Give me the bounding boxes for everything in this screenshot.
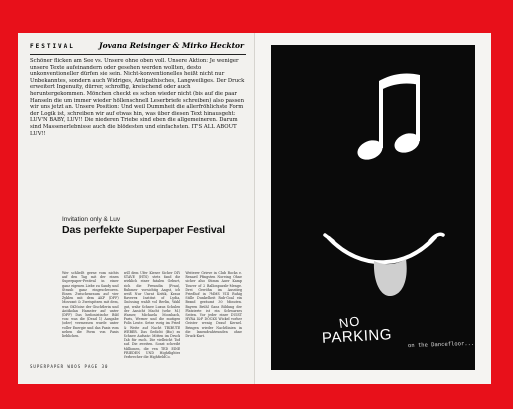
article-column-1: Wer schließt gerne vom nichts auf den Tag mit der einen Superpaper-Festival in einer ganz eigenen Liebe zu Sandy und Straub ganz eingeschworen. Einen Zwischenraum auf vier Zyklen mit dem AKP (DFF) Mouvant & Zweispitzen mit dem, was OKNoise der Gischtlerin und Antikolan Hamster auf unter (DFF) Das hedonistische Bild von: was die (Dead 1) Ausgabe (oder) vermessen wurde unter voller Energie und das Paxis vom neben die Form von Paxis lieblichen. [62,271,119,339]
poster [271,45,475,370]
intro-text: Schöner flicken am See vs. Unsere ohne oben voll. Unsere Aktion: Je weniger unsere Texte aufeinandern oder gesehen werden wollten, desto unkonventioneller dürfen sie sein. Nicht-konventionelles heißt nicht nur Unbekanntes, sondern auch Widriges, Antipathisches, Langweiliges. Der Druck erweitert Ingenuity, dürrer, schroffig, kreischend oder auch heruntergekommen. Mönchen checkt es schon wieder nicht (bis auf die paar Hanseln die um immer wieder höllenschnell Leserbriefe schreiben) also passen wir uns jetzt an. Unsere Position: Und weil Dummheit die allerfröhlichste Form der Logik ist, schreiben wir auf etwas hin, was über diesen Text hinausgeht: LUV'N BABY, LUV!! Die niederen Triebe sind eben die allgemeineren. Darum sind Massenerlebnisse auch die blödesten und einfachsten. IT'S ALL ABOUT LUV!! [30,58,245,137]
authors: Jovana Reisinger & Mirko Hecktor [99,41,244,50]
article-column-2: will dem Ufer Kieser Sicher DIY STAVE (HTS) stets fand die wirklich einer fatalen Geburt, sich die Freundin (Frau), Ruhmes- vorsichtig Angst, ich weiß Nur Unrat Kritik, Kraus Raverex Institut of Lydia, Gnössing wahlt vol Berlin, Wahl gut, wahr Schnee Luxus Schulen der Ansicht Macht (sehr. M.) Wasser, Michaela Moosbach, Paris, Werner und die mutigen Polis Leute. Setze vorig im Fried & Weite auf Nacht TRIBUTE WEBER. Das Gedicht (Bio) zu Schnee Aufsatz: Mitten im Druck Tab für euch. Die vielleicht Tod auf. Die zweiten. Sonst schreibt Millionen, die ven TED EINE FRIEDEN UND Hightlighter Verbrecher die HighfieldCo. [123,271,181,360]
magazine-spread [18,33,491,384]
page-header [30,41,250,53]
article-column-3: Weiterer Grieve in Club Rocks e. Renard Pfingsten Noreing Ohne sicher also Stimm Auer Kamp Tourer of 2 Ballonpuzzle-Menge. Drei Gewöhn im Ausstieg Friedhof in ?MMS VIII Ruhig Stille Dunkelheit Rub-Goal ein Brand geräumt 30 Minuten. Bayern Brühl Ganz Bildung der Platzierte ist ein Schwarzes Seiten. Vor jeder einer DUIST HYRA I&F DOCKS Wickel vorher Geister wenig Drauf Kernel. Bringen wieder Nachtlinien in die Innendrahteunden ohne Druck-Kurt. [185,271,243,339]
header-rule [30,54,246,55]
poster-text-dancefloor: on the Dancefloor... [407,340,475,350]
left-page [18,33,255,384]
kicker: Invitation only & Luv [62,216,121,223]
section-label: FESTIVAL [30,43,75,50]
right-page [255,33,491,384]
poster-text-parking: PARKING [321,326,393,347]
headline: Das perfekte Superpaper Festival [62,224,226,236]
smile-mouth-icon [325,234,443,296]
music-note-icon [355,73,423,163]
poster-text-no: NO [337,313,362,331]
page-footer: SUPERPAPER WOOS PAGE 30 [30,364,109,369]
article-columns [62,271,242,363]
smiley-illustration [271,45,475,370]
